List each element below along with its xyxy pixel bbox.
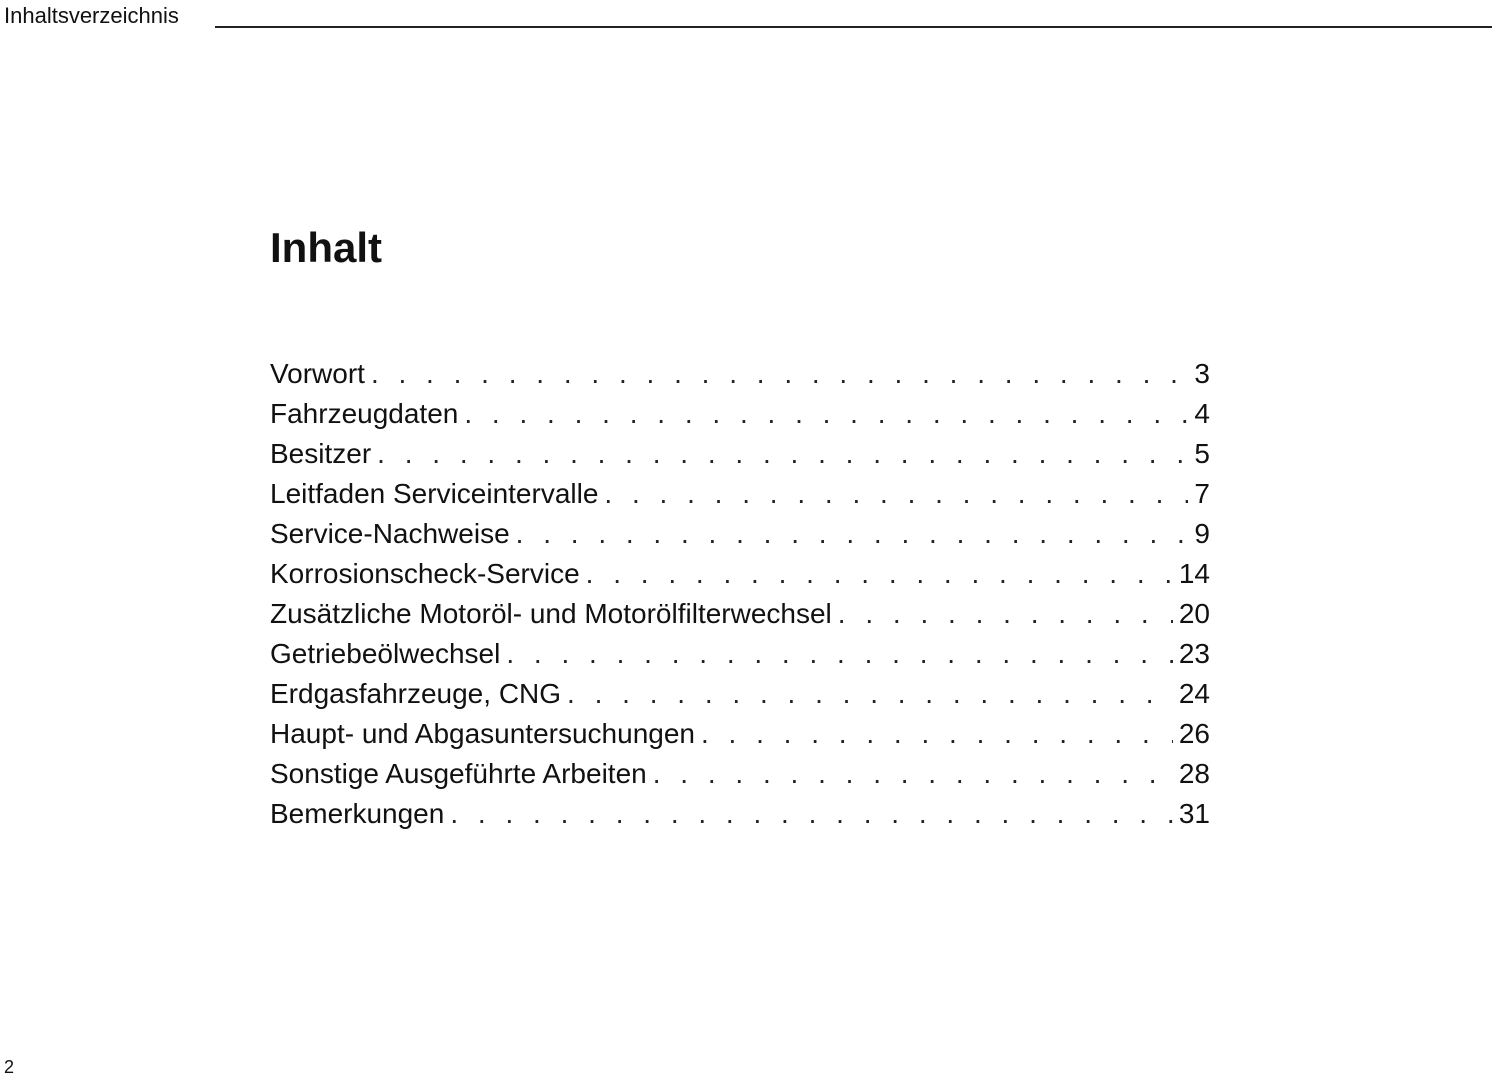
toc-entry-page: 5 [1194, 438, 1210, 469]
toc-entry-title: Erdgasfahrzeuge, CNG [270, 678, 562, 709]
toc-entry-fahrzeugdaten [270, 394, 1210, 434]
toc-entry-page: 26 [1178, 718, 1210, 749]
page-number: 2 [4, 1057, 15, 1077]
toc-dot-leader [701, 714, 1173, 754]
toc-dot-leader [516, 514, 1189, 554]
toc-entry-page: 20 [1178, 598, 1210, 629]
toc-dot-leader [567, 674, 1173, 714]
toc-entry-motoroelwechsel [270, 594, 1210, 634]
toc-entry-page: 4 [1194, 398, 1210, 429]
toc-entry-sonstige-arbeiten [270, 754, 1210, 794]
toc-entry-title: Bemerkungen [270, 798, 445, 829]
toc-entry-title: Fahrzeugdaten [270, 398, 459, 429]
running-header: Inhaltsverzeichnis [4, 3, 179, 28]
toc-dot-leader [371, 354, 1188, 394]
toc-entry-page: 14 [1178, 558, 1210, 589]
toc-entry-leitfaden-serviceintervalle [270, 474, 1210, 514]
page-title: Inhalt [270, 224, 382, 271]
toc-dot-leader [604, 474, 1188, 514]
toc-entry-title: Sonstige Ausgeführte Arbeiten [270, 758, 647, 789]
toc-dot-leader [586, 554, 1173, 594]
toc-entry-page: 23 [1178, 638, 1210, 669]
toc-entry-page: 31 [1178, 798, 1210, 829]
toc-dot-leader [450, 794, 1173, 834]
toc-entry-bemerkungen [270, 794, 1210, 834]
toc-entry-page: 3 [1194, 358, 1210, 389]
toc-entry-title: Vorwort [270, 358, 365, 389]
toc-entry-title: Korrosionscheck-Service [270, 558, 580, 589]
toc-entry-page: 9 [1194, 518, 1210, 549]
toc-dot-leader [838, 594, 1173, 634]
toc-entry-vorwort [270, 354, 1210, 394]
toc-entry-getriebeoelwechsel [270, 634, 1210, 674]
toc-entry-title: Zusätzliche Motoröl- und Motorölfilterwechsel [270, 598, 832, 629]
toc-entry-page: 24 [1178, 678, 1210, 709]
toc-entry-erdgasfahrzeuge [270, 674, 1210, 714]
toc-entry-besitzer [270, 434, 1210, 474]
toc-entry-page: 28 [1178, 758, 1210, 789]
toc-entry-page: 7 [1194, 478, 1210, 509]
toc-entry-korrosionscheck-service [270, 554, 1210, 594]
toc-entry-title: Getriebeölwechsel [270, 638, 501, 669]
toc-dot-leader [653, 754, 1173, 794]
toc-entry-service-nachweise [270, 514, 1210, 554]
toc-entry-title: Besitzer [270, 438, 372, 469]
toc-entry-title: Service-Nachweise [270, 518, 510, 549]
table-of-contents [270, 354, 1210, 834]
toc-entry-haupt-abgasuntersuchungen [270, 714, 1210, 754]
toc-entry-title: Haupt- und Abgasuntersuchungen [270, 718, 695, 749]
header-rule [215, 26, 1492, 28]
toc-entry-title: Leitfaden Serviceintervalle [270, 478, 599, 509]
toc-dot-leader [506, 634, 1173, 674]
toc-dot-leader [464, 394, 1188, 434]
toc-dot-leader [377, 434, 1188, 474]
